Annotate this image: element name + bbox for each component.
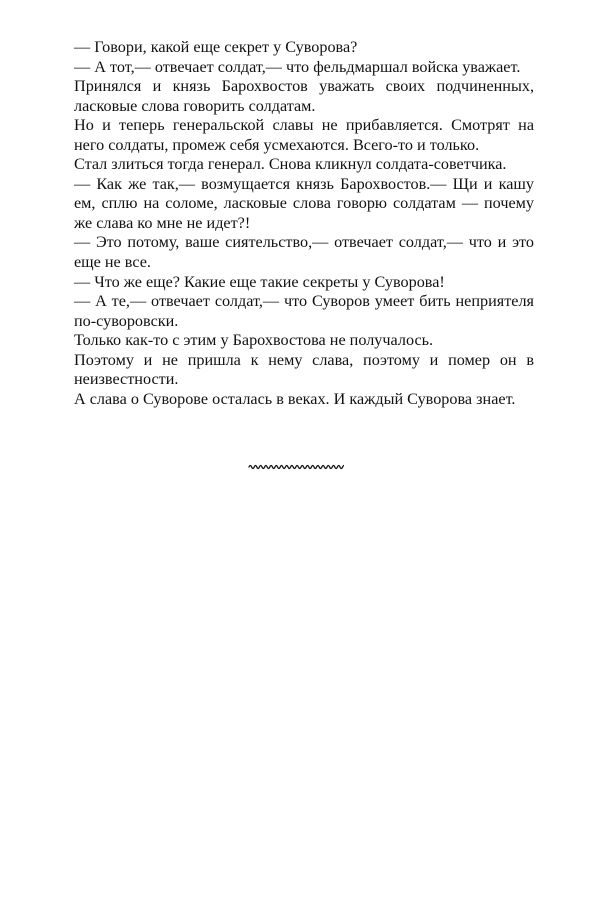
paragraph-11: Поэтому и не пришла к нему слава, поэтому и помер он в неизвестности. [74,350,534,389]
paragraph-5: Стал злиться тогда генерал. Снова кликнул солдата-советчика. [74,155,507,174]
paragraph-12: А слава о Суворове осталась в веках. И каждый Суворова знает. [74,389,516,408]
paragraph-8: — Что же еще? Какие еще такие секреты у Суворова! [74,272,445,291]
paragraph-3: Принялся и князь Барохвостов уважать своих подчиненных, ласковые слова говорить солдатам. [74,77,534,115]
paragraph-9: — А те,— отвечает солдат,— что Суворов умеет бить неприятеля по-суворовски. [74,292,534,330]
paragraph-2: — А тот,— отвечает солдат,— что фельдмаршал войска уважает. [74,57,521,76]
paragraph-6: — Как же так,— возмущается князь Барохвостов.— Щи и кашу ем, сплю на соломе, ласковые слова говорю солдатам — почему же слава ко мне не идет?! [74,174,534,232]
wavy-line-ornament-icon [248,462,344,472]
paragraph-7: — Это потому, ваше сиятельство,— отвечает солдат,— что и это еще не все. [74,233,534,272]
paragraph-1: — Говори, какой еще секрет у Суворова? [74,38,358,56]
paragraph-4: Но и теперь генеральской славы не прибавляется. Смотрят на него солдаты, промеж себя усмехаются. Всего-то и только. [74,116,534,154]
story-text [74,38,534,409]
paragraph-10: Только как-то с этим у Барохвостова не получалось. [74,331,434,350]
